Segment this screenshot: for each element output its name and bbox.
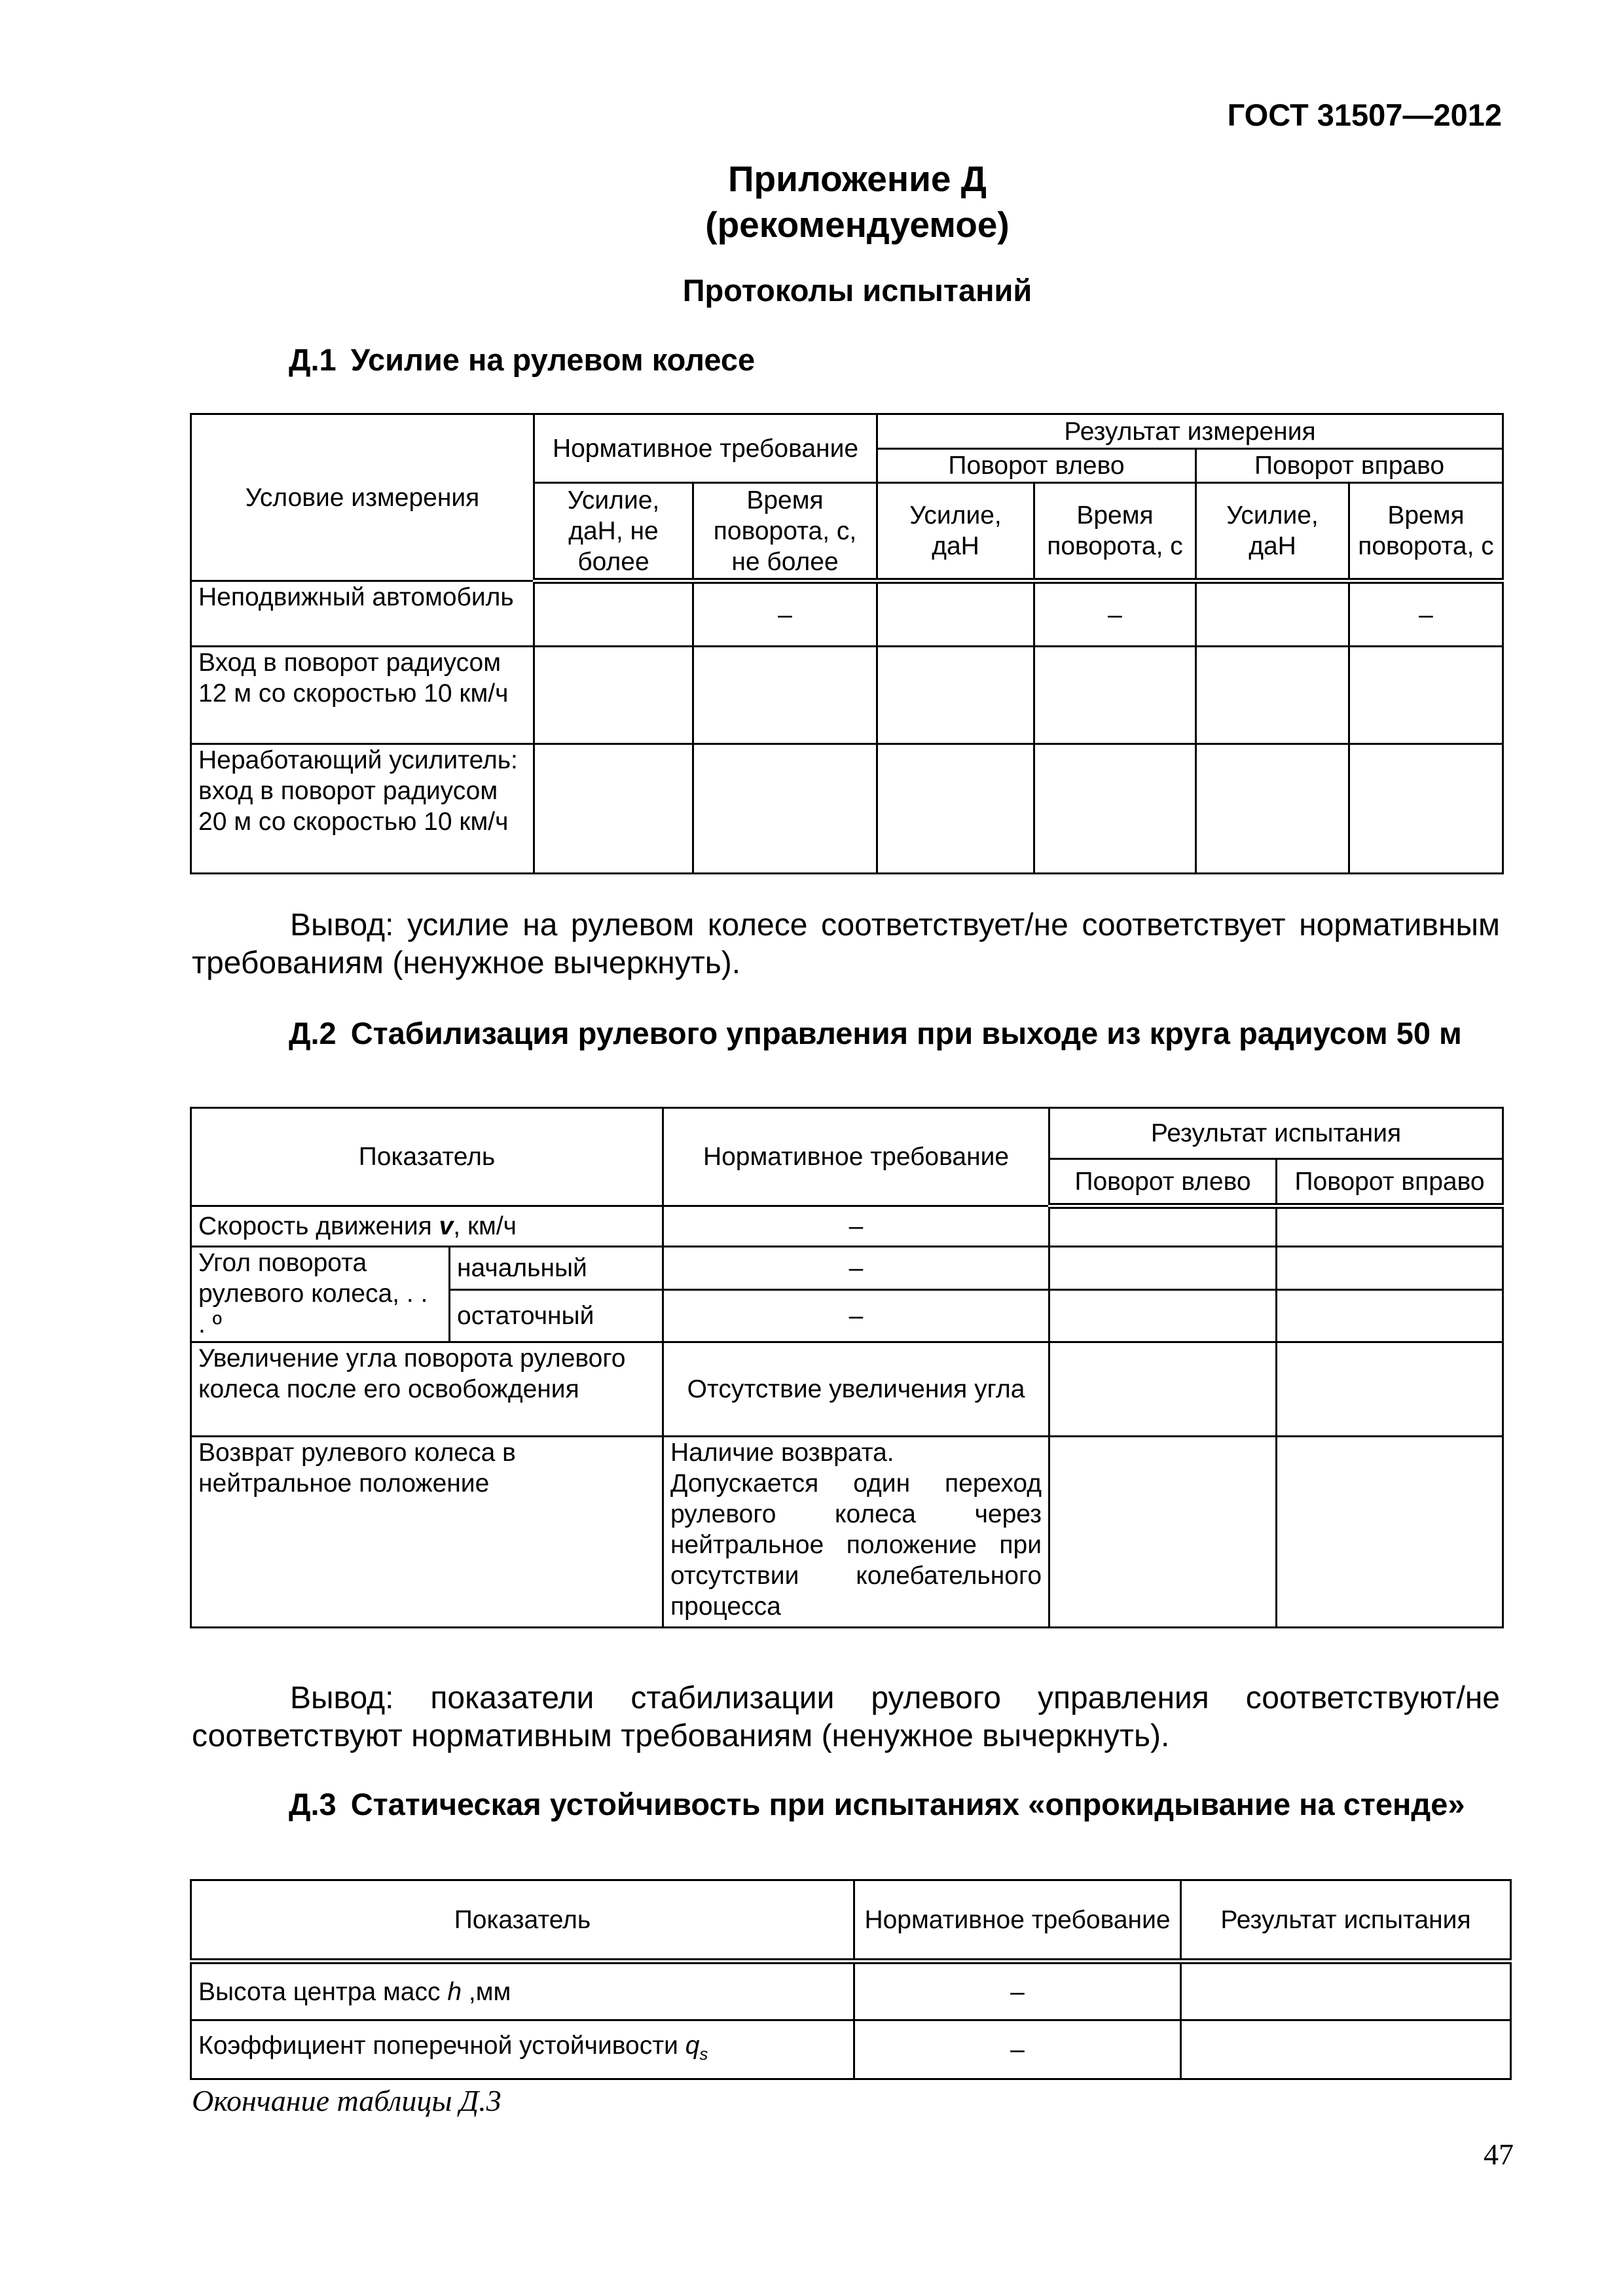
d1-conclusion-text: Вывод: усилие на рулевом колесе соответствует/не соответствует нормативным требованиям (ненужное вычеркнуть). [192,908,1500,980]
d2-table [190,1107,1504,1628]
table-row [191,647,1503,744]
d1-col-condition: Условие измерения [191,414,534,581]
d1-col-time-right: Время поворота, с [1349,483,1503,581]
d3-table [190,1879,1512,2080]
d2-heading [192,1014,1500,1053]
d2-col-result: Результат испытания [1049,1108,1503,1159]
d1-heading [192,340,1500,380]
d2-title: Стабилизация рулевого управления при выходе из круга радиусом 50 м [350,1016,1462,1050]
appendix-title-line2: (рекомендуемое) [705,204,1010,245]
d2-return-norm-rest: Допускается один переход рулевого колеса через нейтральное положение при отсутствии колебательного процесса [670,1469,1042,1621]
d1-col-time-norm: Время поворота, с, не более [693,483,877,581]
d1-col-turn-left: Поворот влево [877,449,1196,483]
d1-col-force-right: Усилие, даН [1196,483,1349,581]
d2-angle-residual-norm: – [663,1290,1049,1342]
appendix-title-line1: Приложение Д [728,158,987,199]
d1-col-force-norm: Усилие, даН, не более [534,483,693,581]
d1-col-force-left: Усилие, даН [877,483,1034,581]
table-row [191,581,1503,647]
d3-coef-sub: s [699,2043,708,2064]
table-row [191,744,1503,874]
d2-angle-initial-norm: – [663,1247,1049,1290]
table-row [191,1247,1503,1290]
d1-col-turn-right: Поворот вправо [1196,449,1503,483]
d2-angle-residual: остаточный [450,1290,663,1342]
d2-number: Д.2 [289,1016,337,1050]
d1-number: Д.1 [289,342,337,377]
table-cell [877,581,1034,647]
d2-return-norm-line1: Наличие возврата. [670,1439,894,1467]
d2-speed-label [191,1206,663,1247]
d3-height-label [191,1962,854,2020]
d3-height-unit: ,мм [462,1977,511,2006]
d3-height-symbol: h [447,1977,462,2006]
d2-col-normative: Нормативное требование [663,1108,1049,1206]
d3-coef-norm: – [854,2020,1181,2079]
table-row [191,1206,1503,1247]
d3-heading [192,1785,1500,1824]
d1-table [190,413,1504,874]
page-number: 47 [1484,2138,1514,2171]
d2-speed-label-text: Скорость движения [198,1212,432,1240]
d3-coef-label-text: Коэффициент поперечной устойчивости [198,2031,678,2060]
standard-code: ГОСТ 31507—2012 [1227,98,1502,132]
d2-return-norm [663,1437,1049,1628]
d2-increase-norm: Отсутствие увеличения угла [663,1342,1049,1437]
d2-col-turn-left: Поворот влево [1049,1159,1277,1206]
d1-row1-time-right: – [1349,581,1503,647]
d2-col-turn-right: Поворот вправо [1277,1159,1503,1206]
d2-return-label: Возврат рулевого колеса в нейтральное положение [191,1437,663,1628]
d3-coef-symbol: q [685,2031,700,2060]
d2-conclusion-text: Вывод: показатели стабилизации рулевого управления соответствуют/не соответствуют нормативным требованиям (ненужное вычеркнуть). [192,1681,1500,1753]
table-caption: Окончание таблицы Д.3 [192,2084,501,2117]
d2-angle-label: Угол поворота рулевого колеса, . . . º [191,1247,450,1342]
d3-number: Д.3 [289,1787,337,1821]
d3-col-normative: Нормативное требование [854,1880,1181,1962]
table-row [191,1342,1503,1437]
d2-col-indicator: Показатель [191,1108,663,1206]
appendix-title [0,156,1623,247]
table-row [191,1962,1511,2020]
table-cell [534,581,693,647]
d1-col-result: Результат измерения [877,414,1503,449]
d3-col-indicator: Показатель [191,1880,854,1962]
d1-row1-condition: Неподвижный автомобиль [191,581,534,647]
d2-speed-unit: , км/ч [453,1212,517,1240]
d2-conclusion [192,1679,1500,1755]
d1-title: Усилие на рулевом колесе [350,342,756,377]
d2-speed-norm: – [663,1206,1049,1247]
d3-coef-label [191,2020,854,2079]
d1-row2-condition: Вход в поворот радиусом 12 м со скоростью 10 км/ч [191,647,534,744]
d3-col-result: Результат испытания [1181,1880,1511,1962]
table-row [191,1437,1503,1628]
d2-angle-initial: начальный [450,1247,663,1290]
table-cell [1196,581,1349,647]
d1-row1-time-norm: – [693,581,877,647]
d1-col-normative: Нормативное требование [534,414,877,483]
d2-speed-symbol: v [439,1212,454,1240]
d1-col-time-left: Время поворота, с [1034,483,1196,581]
section-title: Протоколы испытаний [682,273,1032,308]
d1-row1-time-left: – [1034,581,1196,647]
table-row [191,2020,1511,2079]
d3-height-label-text: Высота центра масс [198,1977,441,2006]
d1-conclusion [192,906,1500,982]
d3-title: Статическая устойчивость при испытаниях «опрокидывание на стенде» [350,1787,1465,1821]
d3-height-norm: – [854,1962,1181,2020]
d1-row3-condition: Неработающий усилитель: вход в поворот радиусом 20 м со скоростью 10 км/ч [191,744,534,874]
d2-increase-label: Увеличение угла поворота рулевого колеса после его освобождения [191,1342,663,1437]
